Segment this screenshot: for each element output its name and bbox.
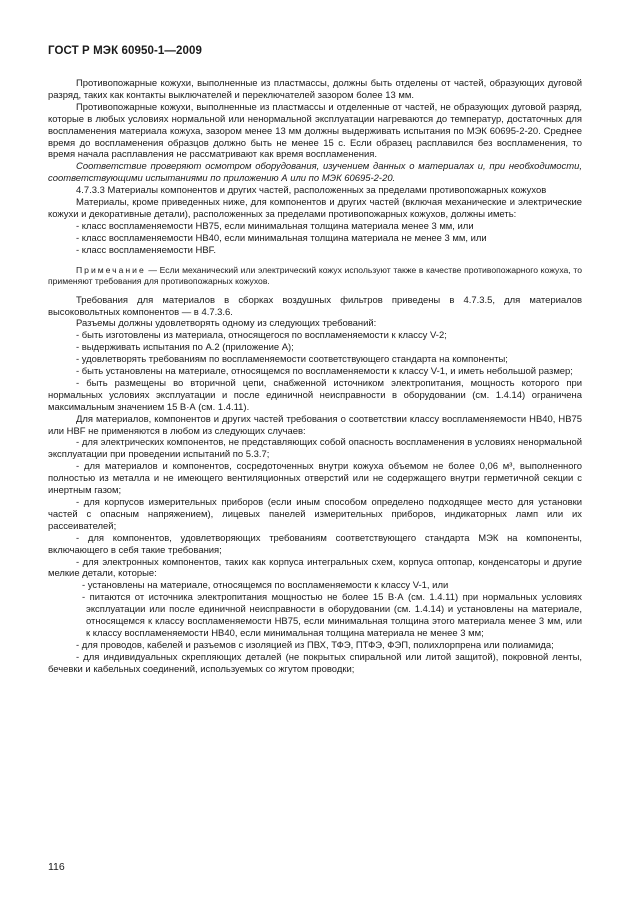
list-item: - быть установлены на материале, относящемся по воспламеняемости к классу V-1, и иметь небольшой размер; bbox=[76, 366, 573, 378]
note-label: Примечание bbox=[76, 264, 146, 275]
paragraph: Противопожарные кожухи, выполненные из пластмассы, должны быть отделены от частей, образующих дуговой разряд, таких как контакты выключателей и переключателей зазором более 13 мм. bbox=[48, 78, 582, 101]
list-item: - быть изготовлены из материала, относящегося по воспламеняемости к классу V-2; bbox=[76, 330, 447, 342]
page-number: 116 bbox=[48, 861, 65, 873]
note-text: Если механический или электрический кожух используют также в качестве противопожарного кожуха, то применяют требования для противопожарных кожухов. bbox=[48, 264, 582, 286]
paragraph: Требования для материалов в сборках воздушных фильтров приведены в 4.7.3.5, для материалов высоковольтных компонентов — в 4.7.3.6. bbox=[48, 294, 582, 318]
page-header: ГОСТ Р МЭК 60950-1—2009 bbox=[48, 45, 202, 57]
list-item: - класс воспламеняемости HB40, если минимальная толщина материала не менее 3 мм, или bbox=[76, 232, 487, 244]
paragraph: Для материалов, компонентов и других частей требования о соответствии классу воспламеняемости HB40, HB75 или HBF не применяются в любом из следующих случаев: bbox=[48, 413, 582, 437]
list-item: - для индивидуальных скрепляющих деталей (не покрытых спиральной или литой защитой), покровной ленты, бечевки и кабельных соединений, используемых со жгутом проводки; bbox=[48, 651, 582, 675]
sub-list-item: - установлены на материале, относящемся по воспламеняемости к классу V-1, или bbox=[82, 580, 449, 592]
list-item: - класс воспламеняемости HBF. bbox=[76, 244, 216, 256]
paragraph: Противопожарные кожухи, выполненные из пластмассы и отделенные от частей, не образующих дуговой разряд, которые в любых условиях нормальной или ненормальной эксплуатации нагреваются до температур, достаточных для воспламенения материала кожуха, зазором менее 13 мм должны выдерживать испытания по МЭК 60695-2-20. Среднее время до воспламенения образцов должно быть не менее 15 с. Если образец расплавился без воспламенения, то время начала расплавления не рассматривают как время воспламенения. bbox=[48, 101, 582, 161]
list-item: - для корпусов измерительных приборов (если иным способом определено подходящее место для установки частей с опасным напряжением), лицевых панелей измерительных приборов, индикаторных ламп или их рассеивателей; bbox=[48, 497, 582, 532]
sub-list-item: - питаются от источника электропитания мощностью не более 15 В·А (см. 1.4.11) при нормальных условиях эксплуатации или после единичной неисправности в оборудовании (см. 1.4.14) и установлены на материале, относящемся к классу воспламеняемости HB75, если минимальная толщина этого материала менее 3 мм, или к классу воспламеняемости HB40, если минимальная толщина материала не менее 3 мм; bbox=[82, 592, 582, 639]
list-item: - для материалов и компонентов, сосредоточенных внутри кожуха объемом не более 0,06 м³, выполненного полностью из металла и не имеющего вентиляционных отверстий или не содержащего внутри герметичной секции с инертным газом; bbox=[48, 461, 582, 497]
compliance-paragraph: Соответствие проверяют осмотром оборудования, изучением данных о материалах и, при необходимости, соответствующими испытаниями по приложению А или по МЭК 60695-2-20. bbox=[48, 161, 582, 185]
note-dash: — bbox=[145, 264, 160, 275]
list-item: - удовлетворять требованиям по воспламеняемости соответствующего стандарта на компоненты; bbox=[76, 354, 508, 366]
list-item: - для компонентов, удовлетворяющих требованиям соответствующего стандарта МЭК на компоненты, включающего в себя такие требования; bbox=[48, 532, 582, 556]
list-item: - выдерживать испытания по А.2 (приложение А); bbox=[76, 342, 294, 354]
paragraph: Разъемы должны удовлетворять одному из следующих требований: bbox=[76, 318, 377, 330]
paragraph: Материалы, кроме приведенных ниже, для компонентов и других частей (включая механические и электрические кожухи и декоративные детали), расположенных за пределами противопожарных кожухов, должны иметь: bbox=[48, 197, 582, 220]
note-paragraph bbox=[48, 265, 582, 287]
list-item: - для проводов, кабелей и разъемов с изоляцией из ПВХ, ТФЭ, ПТФЭ, ФЭП, полихлорпрена или полиамида; bbox=[76, 639, 554, 651]
list-item: - для электронных компонентов, таких как корпуса интегральных схем, корпуса оптопар, конденсаторы и другие мелкие детали, которые: bbox=[48, 556, 582, 580]
list-item: - для электрических компонентов, не представляющих собой опасность воспламенения в условиях ненормальной эксплуатации при проведении испытаний по 5.3.7; bbox=[48, 437, 582, 461]
section-heading: 4.7.3.3 Материалы компонентов и других частей, расположенных за пределами противопожарных кожухов bbox=[76, 185, 547, 197]
list-item: - быть размещены во вторичной цепи, снабженной источником электропитания, мощность которого при нормальных условиях эксплуатации и после единичной неисправности в оборудовании (см. 1.4.14) ограничена максимальным значением 15 В·А (см. 1.4.11). bbox=[48, 377, 582, 413]
list-item: - класс воспламеняемости HB75, если минимальная толщина материала менее 3 мм, или bbox=[76, 220, 474, 232]
document-body bbox=[48, 78, 582, 676]
